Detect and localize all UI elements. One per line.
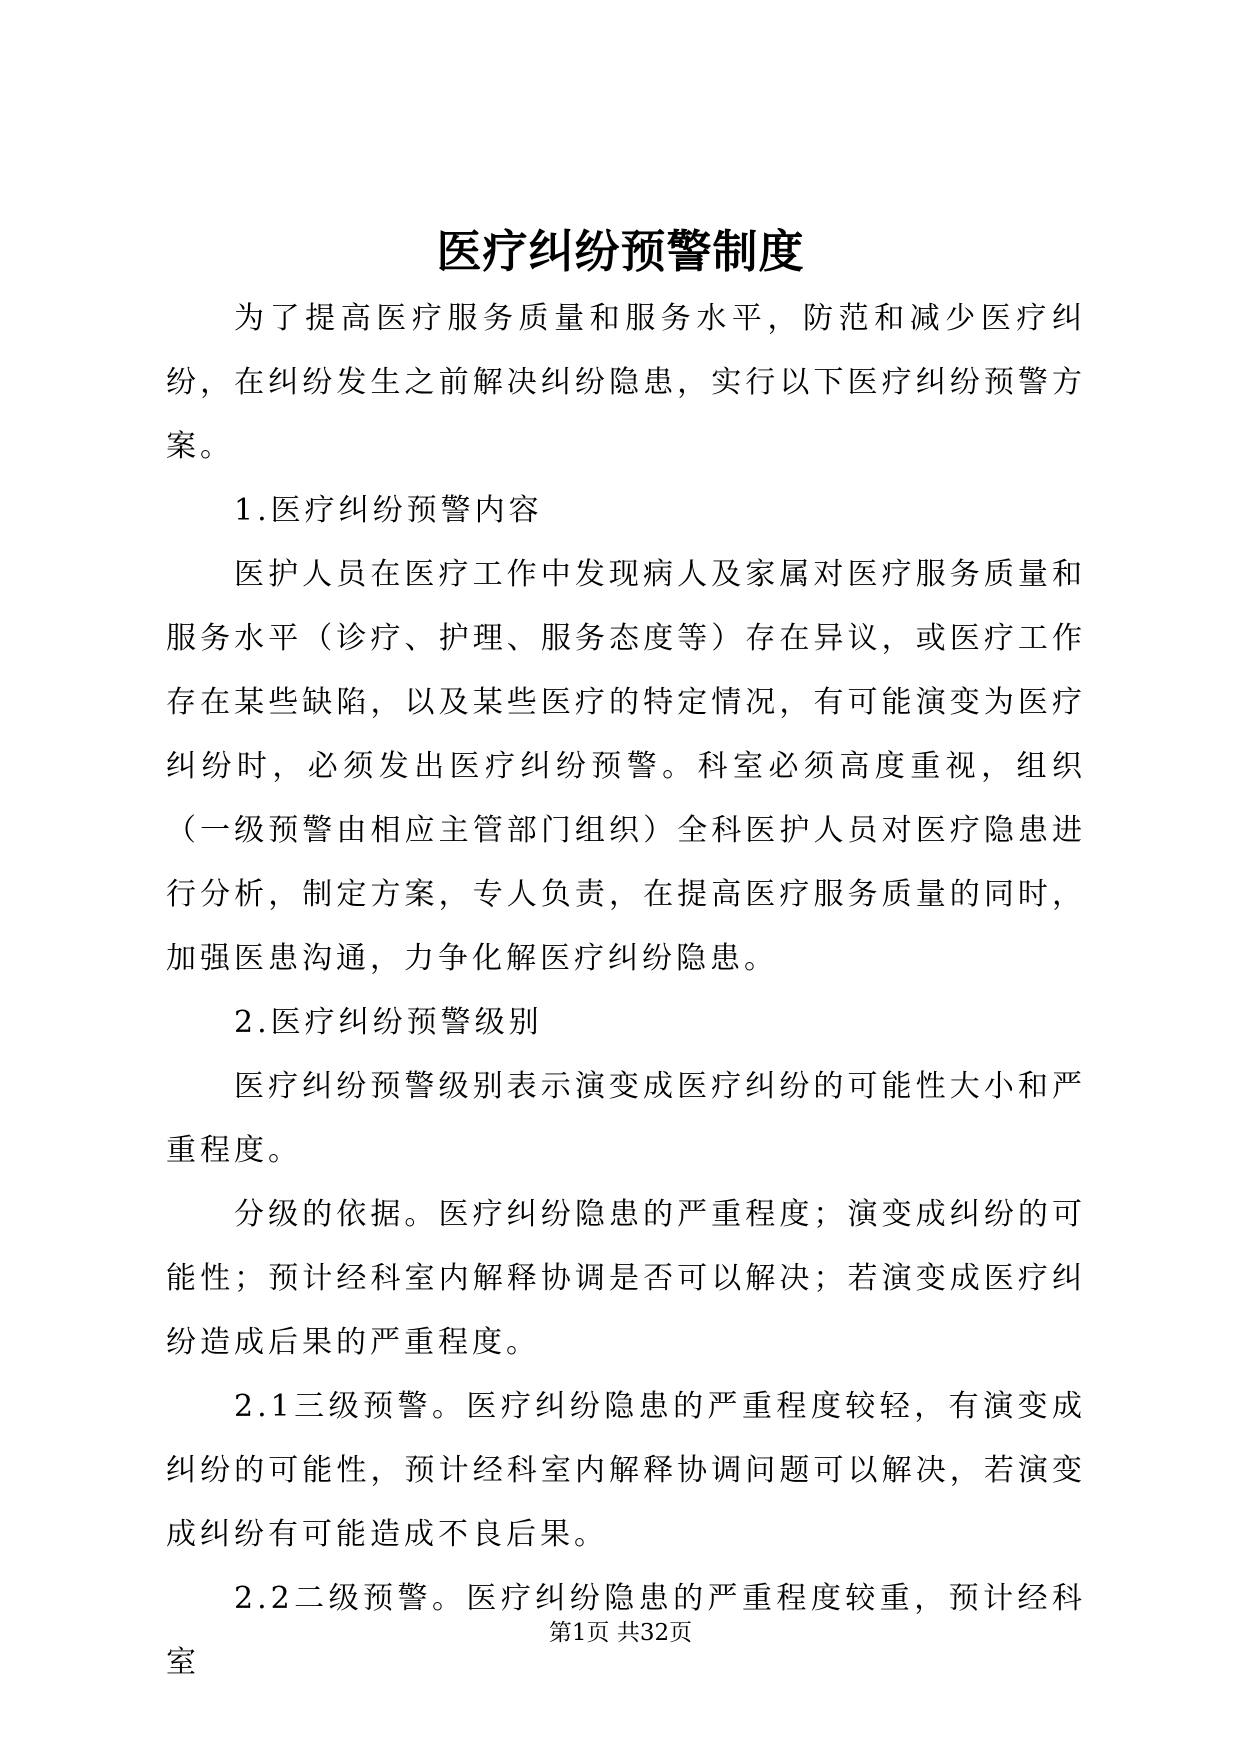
section-heading-2: 2.医疗纠纷预警级别	[234, 1005, 543, 1040]
paragraph-warning-levels: 医疗纠纷预警级别表示演变成医疗纠纷的可能性大小和严重程度。	[166, 1069, 1086, 1168]
paragraph-warning-content: 医护人员在医疗工作中发现病人及家属对医疗服务质量和服务水平（诊疗、护理、服务态度等）存在异议，或医疗工作存在某些缺陷，以及某些医疗的特定情况，有可能演变为医疗纠纷时，必须发出医疗纠纷预警。科室必须高度重视，组织（一级预警由相应主管部门组织）全科医护人员对医疗隐患进行分析，制定方案，专人负责，在提高医疗服务质量的同时，加强医患沟通，力争化解医疗纠纷隐患。	[166, 557, 1086, 976]
document-body	[166, 287, 1086, 1695]
paragraph-level-2: 2.2二级预警。医疗纠纷隐患的严重程度较重，预计经科室	[166, 1581, 1086, 1680]
section-heading-1: 1.医疗纠纷预警内容	[234, 493, 543, 528]
paragraph-intro: 为了提高医疗服务质量和服务水平，防范和减少医疗纠纷，在纠纷发生之前解决纠纷隐患，实行以下医疗纠纷预警方案。	[166, 301, 1086, 464]
document-title: 医疗纠纷预警制度	[436, 225, 805, 278]
paragraph-level-3: 2.1三级预警。医疗纠纷隐患的严重程度较轻，有演变成纠纷的可能性，预计经科室内解释协调问题可以解决，若演变成纠纷有可能造成不良后果。	[166, 1389, 1086, 1552]
paragraph-grading-basis: 分级的依据。医疗纠纷隐患的严重程度；演变成纠纷的可能性；预计经科室内解释协调是否可以解决；若演变成医疗纠纷造成后果的严重程度。	[166, 1197, 1086, 1360]
page-number-footer: 第1页 共32页	[548, 1620, 693, 1646]
